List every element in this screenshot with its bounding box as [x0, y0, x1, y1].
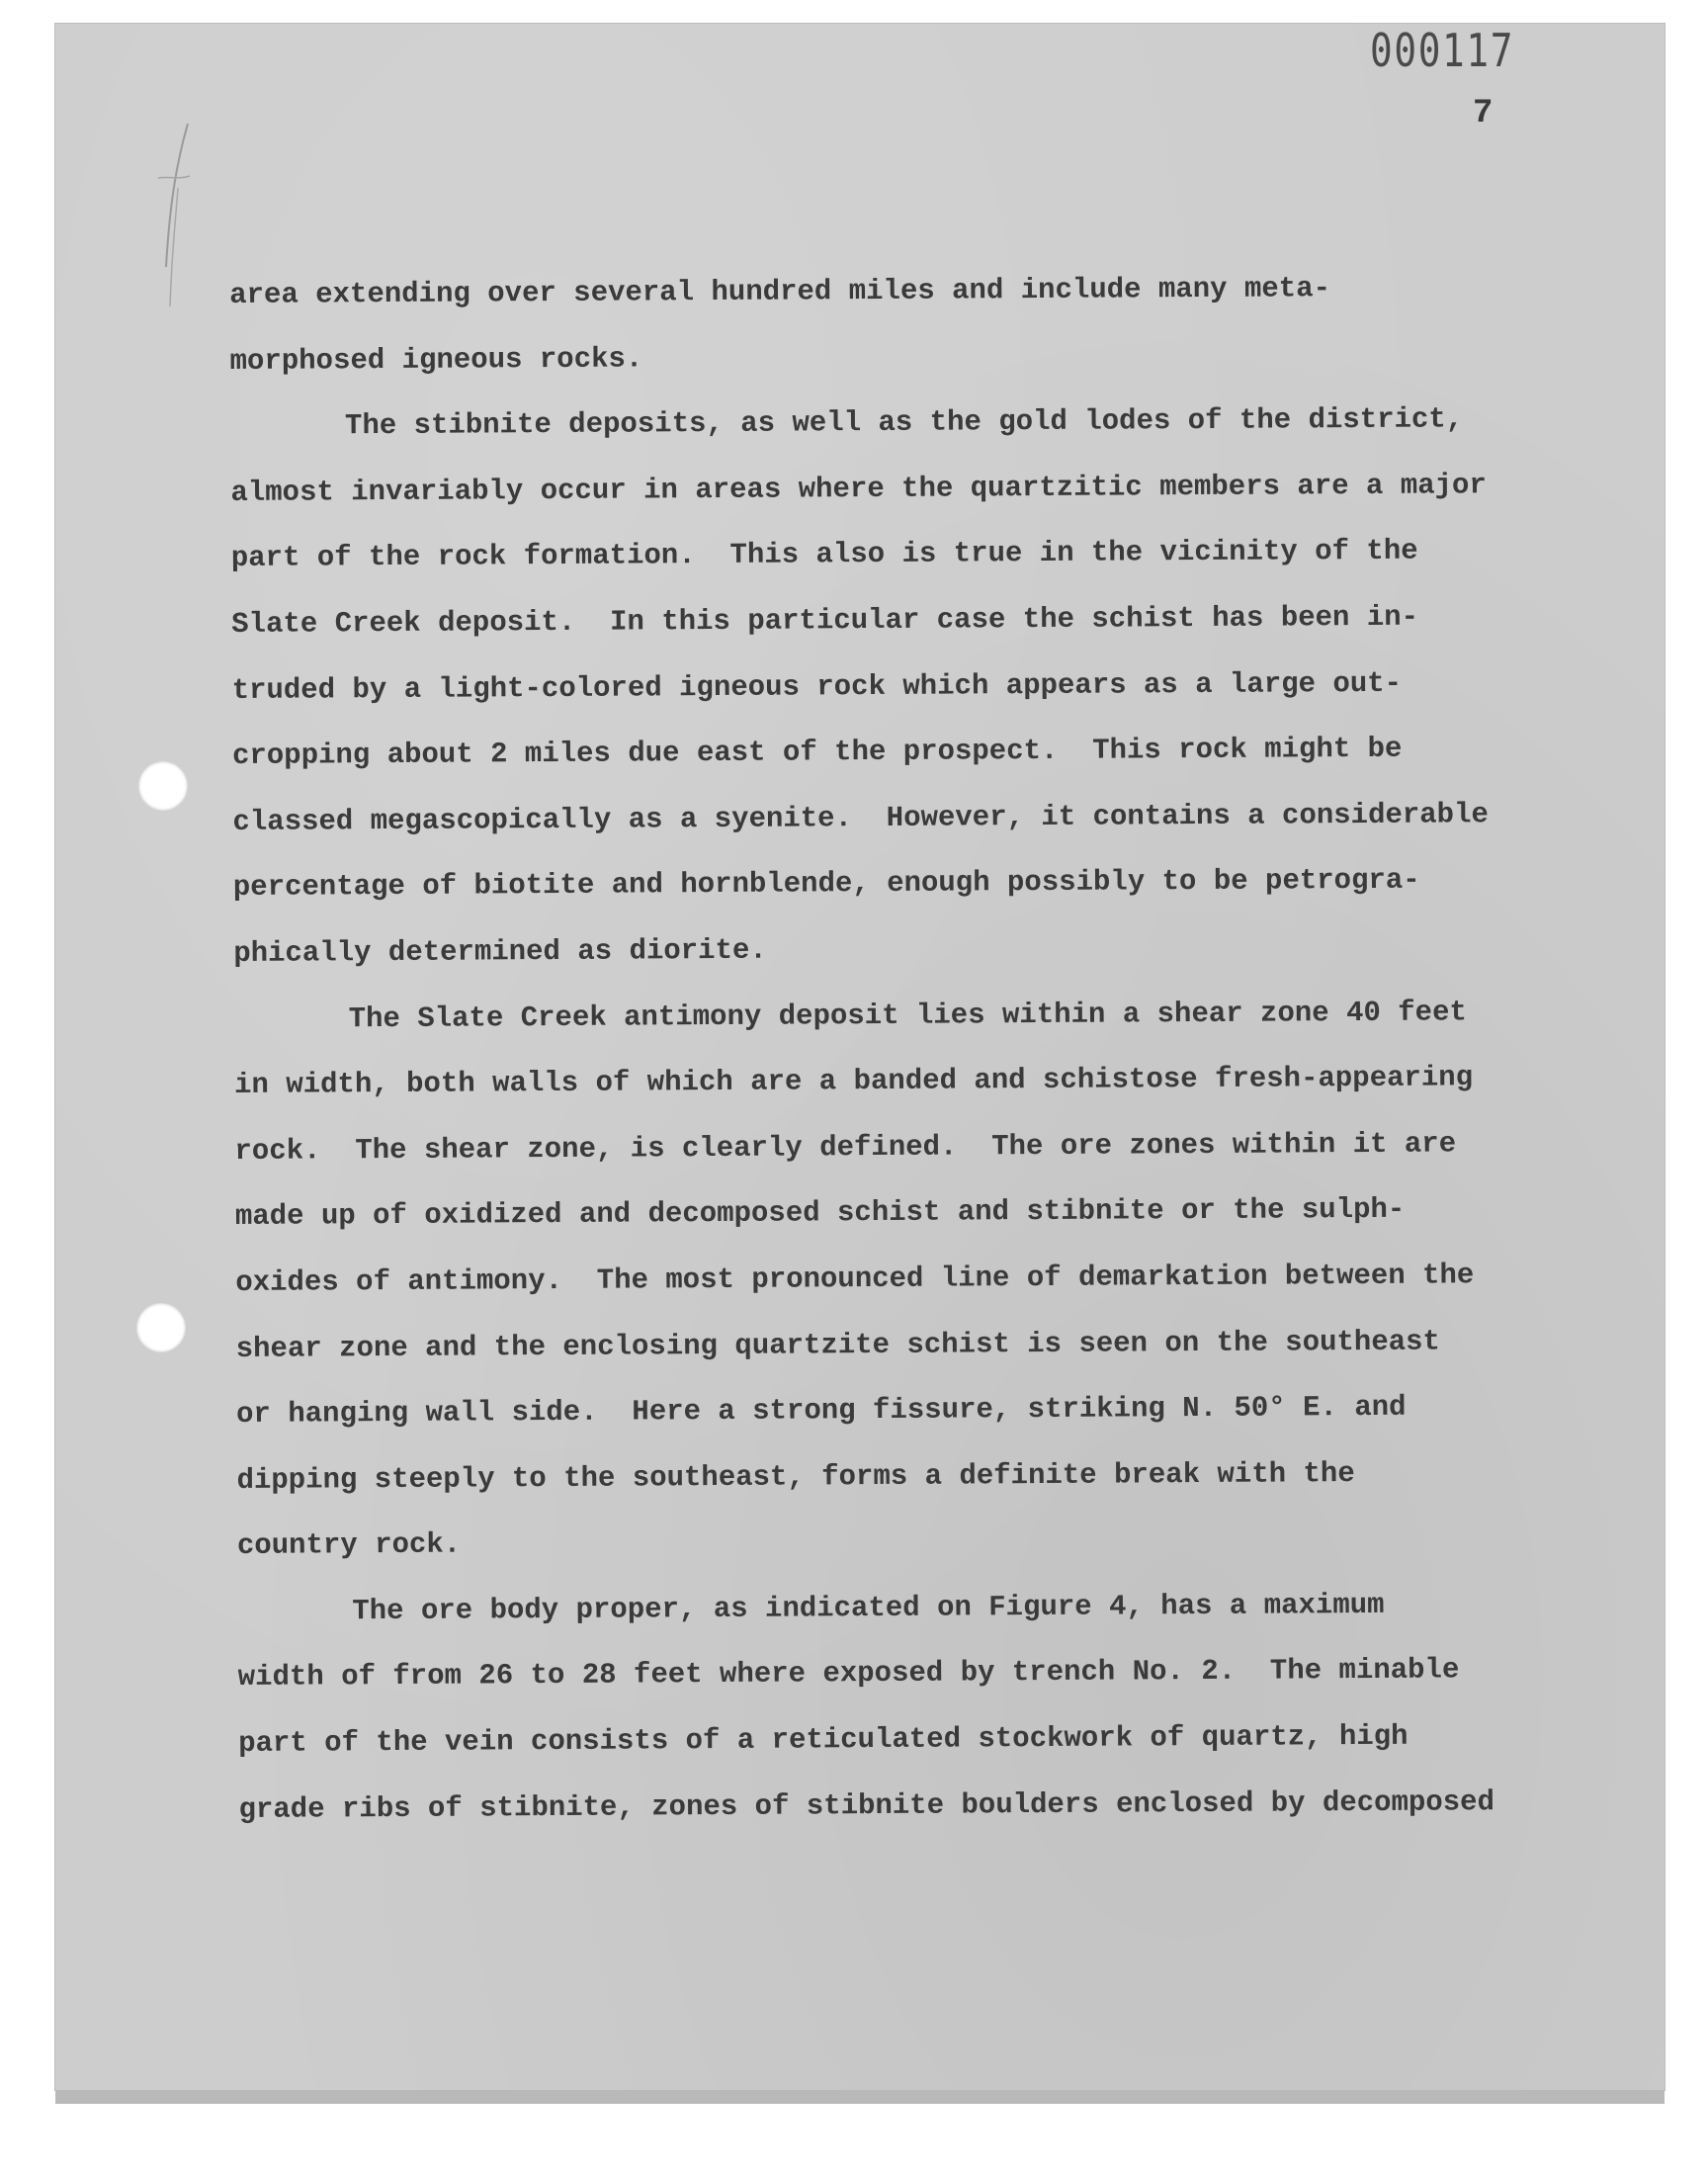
text-line: morphosed igneous rocks.: [229, 342, 643, 378]
text-line: The stibnite deposits, as well as the gold lodes of the district,: [344, 402, 1464, 443]
text-line: phically determined as diorite.: [233, 933, 767, 970]
text-line: cropping about 2 miles due east of the prospect. This rock might be: [231, 732, 1403, 773]
text-line: made up of oxidized and decomposed schist and stibnite or the sulph-: [234, 1193, 1406, 1234]
text-line: shear zone and the enclosing quartzite schist is seen on the southeast: [235, 1325, 1440, 1365]
text-line: dipping steeply to the southeast, forms a definite break with the: [236, 1456, 1355, 1497]
text-line: part of the vein consists of a reticulated stockwork of quartz, high: [238, 1719, 1409, 1761]
text-line: country rock.: [236, 1527, 462, 1563]
text-line: almost invariably occur in areas where the quartzitic members are a major: [230, 469, 1487, 509]
text-line: classed megascopically as a syenite. However, it contains a considerable: [232, 797, 1489, 838]
text-line: or hanging wall side. Here a strong fissure, striking N. 50° E. and: [236, 1390, 1407, 1432]
punch-hole-icon: [138, 761, 188, 811]
text-line: area extending over several hundred miles and include many meta-: [229, 272, 1331, 311]
text-line: Slate Creek deposit. In this particular case the schist has been in-: [231, 600, 1419, 641]
paper-edge-shadow: [55, 2090, 1665, 2104]
document-number: 000117: [1370, 24, 1515, 77]
text-line: grade ribs of stibnite, zones of stibnite boulders enclosed by decomposed: [238, 1784, 1495, 1826]
text-line: The ore body proper, as indicated on Figure 4, has a maximum: [352, 1588, 1385, 1628]
page-number: 7: [1473, 95, 1494, 132]
text-line: oxides of antimony. The most pronounced line of demarkation between the: [235, 1259, 1475, 1299]
text-line: width of from 26 to 28 feet where exposed by trench No. 2. The minable: [237, 1653, 1460, 1695]
text-line: percentage of biotite and hornblende, enough possibly to be petrogra-: [232, 863, 1420, 905]
text-line: truded by a light-colored igneous rock which appears as a large out-: [231, 666, 1403, 707]
body-text: [229, 255, 1524, 1843]
punch-hole-icon: [136, 1303, 186, 1352]
text-line: in width, both walls of which are a banded and schistose fresh-appearing: [233, 1061, 1474, 1102]
text-line: rock. The shear zone, is clearly defined. The ore zones within it are: [234, 1127, 1457, 1168]
text-line: part of the rock formation. This also is true in the vicinity of the: [230, 535, 1418, 575]
text-line: The Slate Creek antimony deposit lies within a shear zone 40 feet: [348, 995, 1467, 1035]
pencil-mark-icon: [148, 119, 208, 316]
